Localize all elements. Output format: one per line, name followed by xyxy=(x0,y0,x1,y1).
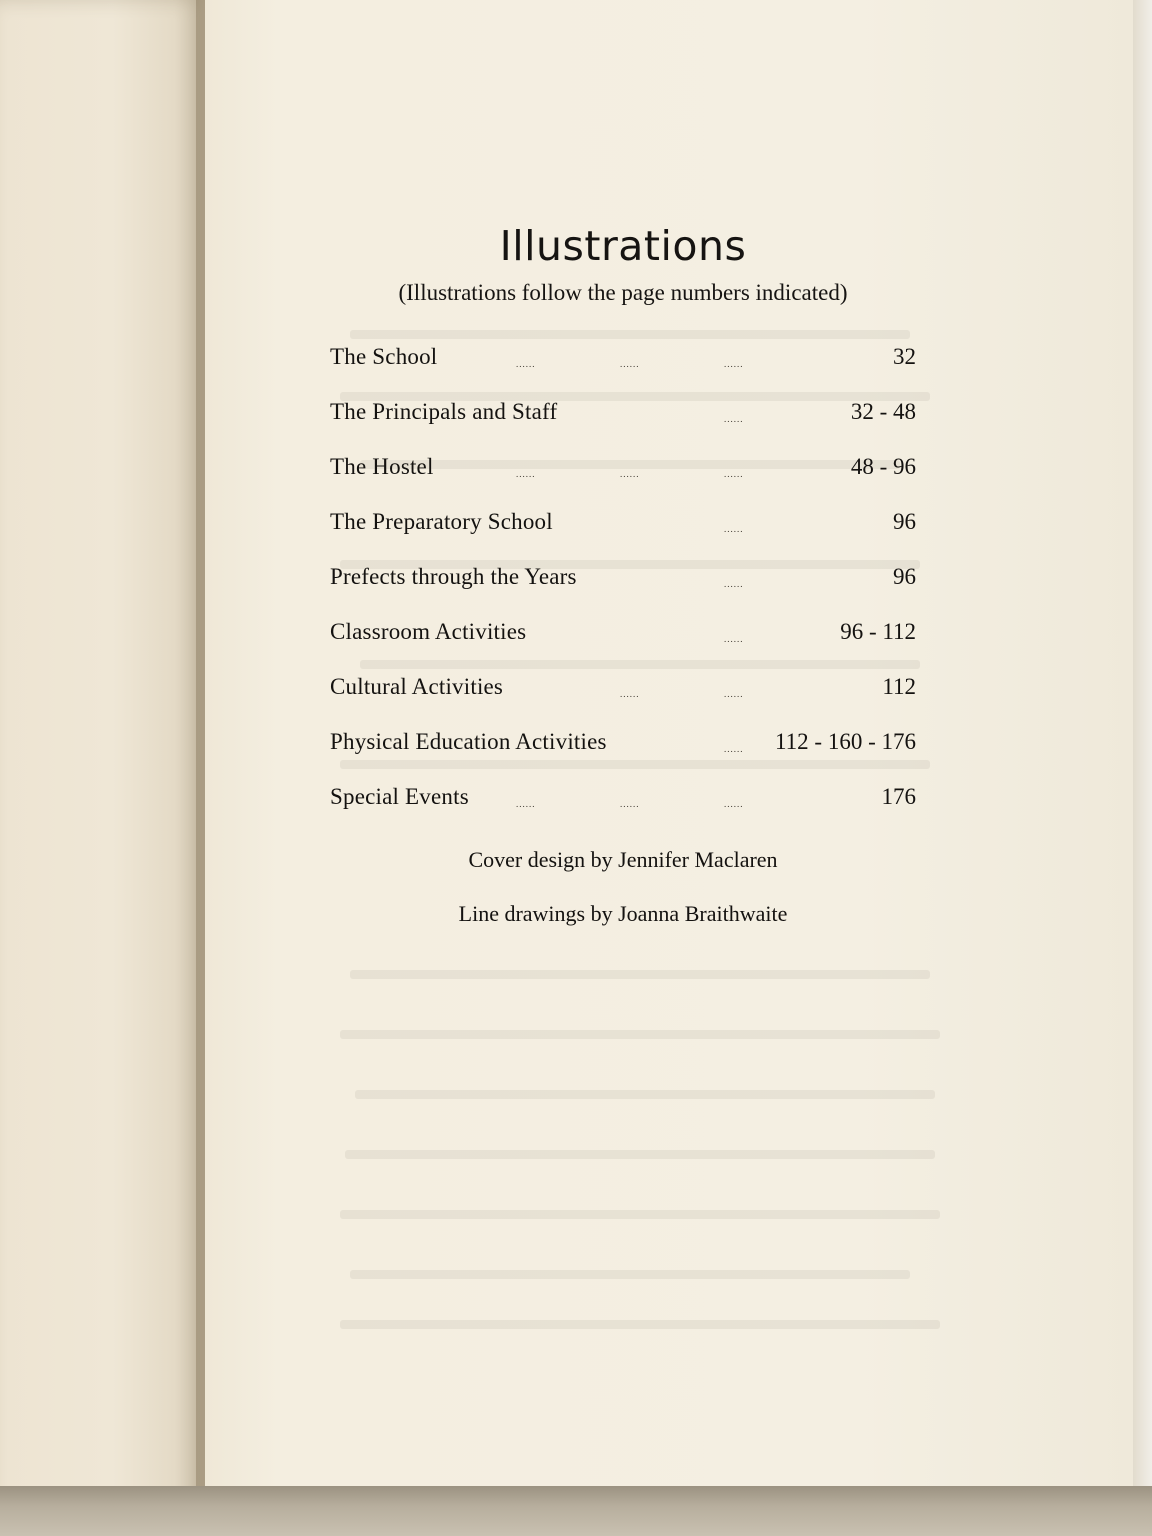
book-bottom-edge xyxy=(0,1486,1152,1536)
dot-leader: ...... xyxy=(516,359,536,369)
left-page xyxy=(0,0,205,1510)
list-item xyxy=(330,509,916,564)
dot-leader: ...... xyxy=(724,744,744,754)
entry-title: The Preparatory School xyxy=(330,509,553,534)
entry-page: 96 xyxy=(893,564,916,589)
dot-leader: ...... xyxy=(724,359,744,369)
dot-leaders xyxy=(516,689,746,699)
list-item xyxy=(330,784,916,839)
dot-leader: ...... xyxy=(724,634,744,644)
list-item xyxy=(330,729,916,784)
entry-page: 112 - 160 - 176 xyxy=(775,729,916,754)
dot-leader: ...... xyxy=(620,469,640,479)
illustrations-list xyxy=(330,344,916,839)
entry-page: 176 xyxy=(881,784,916,809)
dot-leader: ...... xyxy=(620,689,640,699)
entry-title: Cultural Activities xyxy=(330,674,504,699)
entry-page: 48 - 96 xyxy=(850,454,916,479)
dot-leader: ...... xyxy=(724,799,744,809)
dot-leader: ...... xyxy=(724,414,744,424)
dot-leader: ...... xyxy=(516,469,536,479)
entry-title: Physical Education Activities xyxy=(330,729,607,754)
dot-leader: ...... xyxy=(724,524,744,534)
dot-leader: ...... xyxy=(620,799,640,809)
dot-leaders xyxy=(516,414,746,424)
dot-leader: ...... xyxy=(724,579,744,589)
dot-leaders xyxy=(516,524,746,534)
entry-page: 32 xyxy=(893,344,916,369)
dot-leaders xyxy=(516,634,746,644)
page-subtitle: (Illustrations follow the page numbers indicated) xyxy=(398,280,848,305)
entry-title: The Principals and Staff xyxy=(330,399,558,424)
entry-page: 32 - 48 xyxy=(850,399,916,424)
cover-design-credit: Cover design by Jennifer Maclaren xyxy=(468,847,778,872)
dot-leader: ...... xyxy=(724,469,744,479)
list-item xyxy=(330,674,916,729)
line-drawings-credit: Line drawings by Joanna Braithwaite xyxy=(458,901,788,926)
dot-leader: ...... xyxy=(516,799,536,809)
list-item xyxy=(330,564,916,619)
dot-leader: ...... xyxy=(724,689,744,699)
list-item xyxy=(330,454,916,509)
dot-leaders xyxy=(516,744,746,754)
entry-title: The Hostel xyxy=(330,454,434,479)
dot-leaders xyxy=(516,359,746,369)
entry-page: 96 xyxy=(893,509,916,534)
dot-leaders xyxy=(516,469,746,479)
entry-title: The School xyxy=(330,344,438,369)
page-edge xyxy=(1133,0,1152,1486)
entry-title: Prefects through the Years xyxy=(330,564,577,589)
entry-title: Classroom Activities xyxy=(330,619,527,644)
dot-leaders xyxy=(516,579,746,589)
dot-leader: ...... xyxy=(620,359,640,369)
entry-title: Special Events xyxy=(330,784,469,809)
list-item xyxy=(330,399,916,454)
entry-page: 96 - 112 xyxy=(840,619,916,644)
entry-page: 112 xyxy=(882,674,916,699)
list-item xyxy=(330,619,916,674)
dot-leaders xyxy=(516,799,746,809)
page-title: Illustrations xyxy=(499,222,747,270)
list-item xyxy=(330,344,916,399)
